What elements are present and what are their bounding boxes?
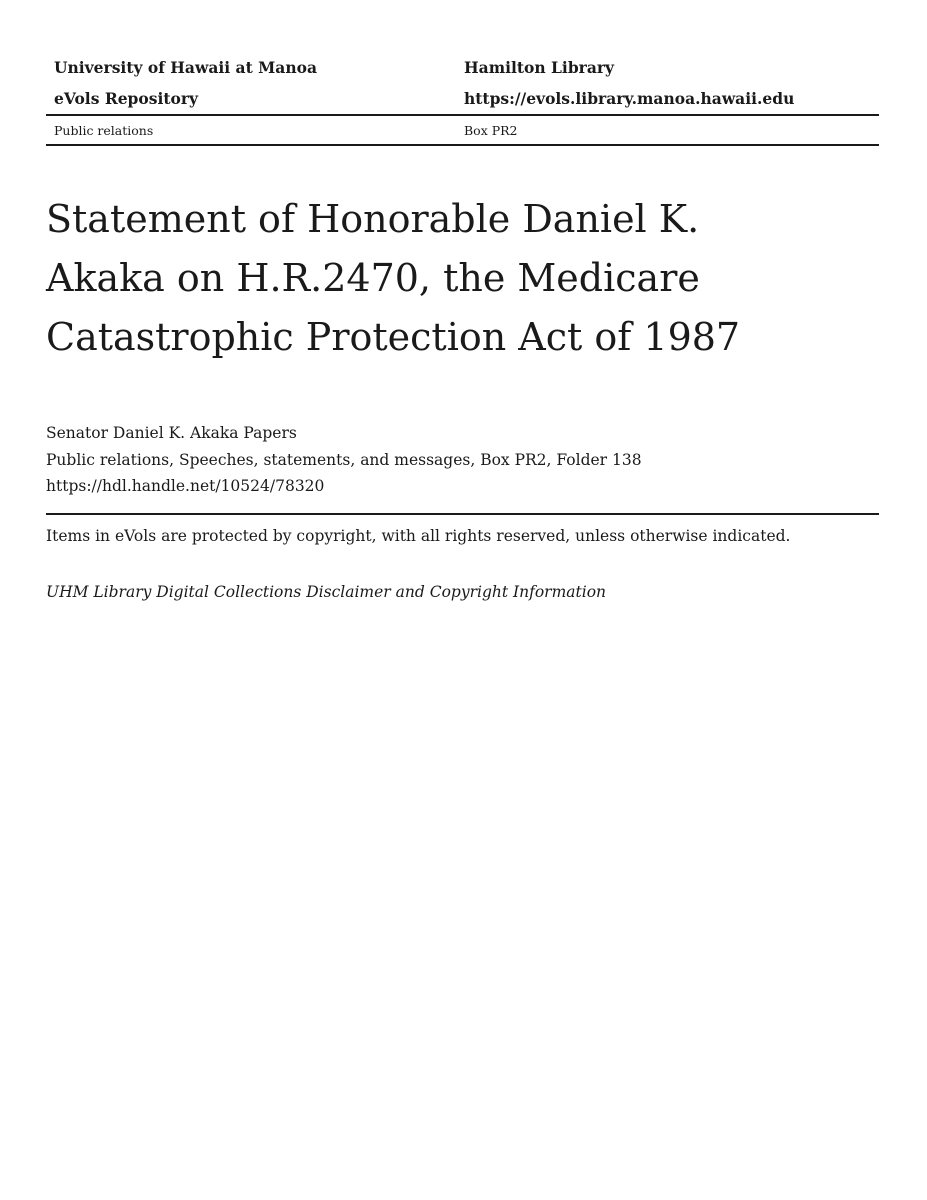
document-title: Statement of Honorable Daniel K. Akaka on H.R.2470, the Medicare Catastrophic Protection Act of 1987 bbox=[46, 197, 741, 359]
institution-name: University of Hawaii at Manoa bbox=[54, 58, 317, 77]
library-name: Hamilton Library bbox=[464, 58, 615, 77]
metadata-divider bbox=[46, 513, 879, 515]
rights-statement: Items in eVols are protected by copyright, with all rights reserved, unless otherwise indicated. bbox=[46, 527, 791, 545]
header-row-1 bbox=[46, 52, 879, 83]
header-row-3 bbox=[46, 116, 879, 144]
repository-name: eVols Repository bbox=[54, 89, 199, 108]
header-bottom-divider bbox=[46, 144, 879, 146]
disclaimer-link[interactable]: UHM Library Digital Collections Disclaimer and Copyright Information bbox=[46, 583, 607, 601]
box-label: Box PR2 bbox=[464, 122, 518, 138]
handle-link[interactable]: https://hdl.handle.net/10524/78320 bbox=[46, 477, 325, 495]
repository-url[interactable]: https://evols.library.manoa.hawaii.edu bbox=[464, 89, 795, 108]
header-row-2 bbox=[46, 83, 879, 114]
document-metadata bbox=[46, 420, 642, 500]
collection-name: Senator Daniel K. Akaka Papers bbox=[46, 424, 297, 442]
header-table bbox=[46, 52, 879, 146]
collection-area: Public relations bbox=[54, 122, 154, 138]
folder-location: Public relations, Speeches, statements, and messages, Box PR2, Folder 138 bbox=[46, 450, 642, 469]
